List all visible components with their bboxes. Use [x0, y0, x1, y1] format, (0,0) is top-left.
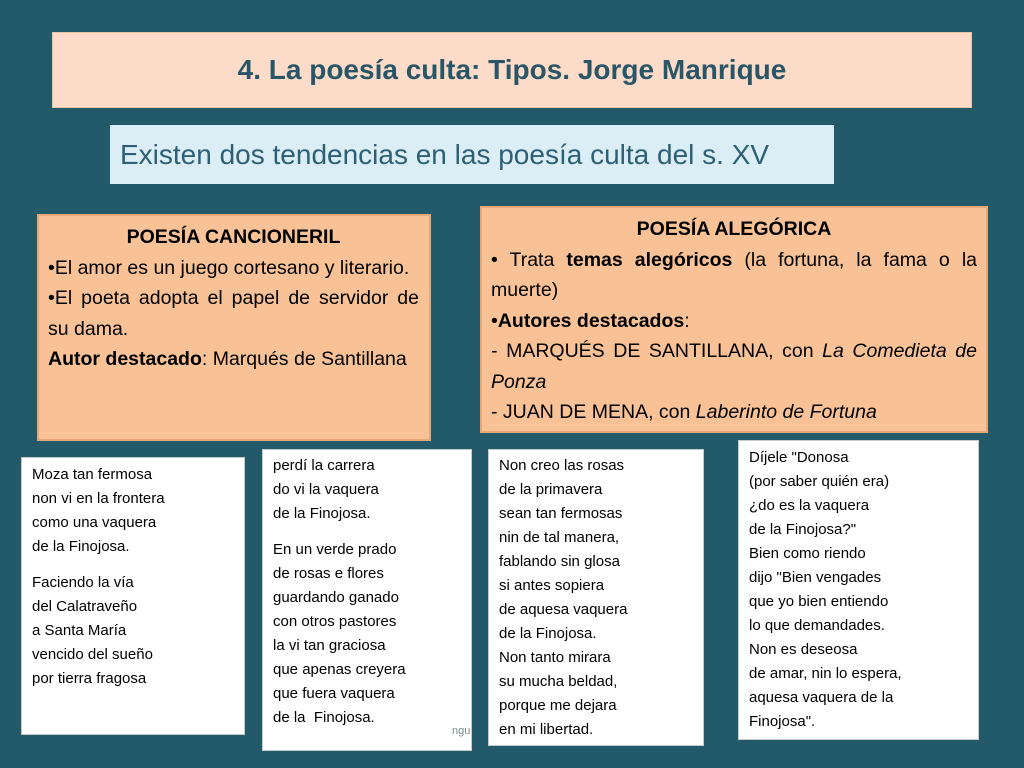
- poem-line: de la Finojosa.: [273, 505, 371, 522]
- poem-line: por tierra fragosa: [32, 670, 147, 687]
- poem-line: Díjele "Donosa: [749, 449, 849, 466]
- poem-line: non vi en la frontera: [32, 490, 165, 507]
- alegorica-line4-title: Laberinto de Fortuna: [695, 401, 877, 423]
- poem-line: ¿do es la vaquera: [749, 497, 870, 514]
- poem-box-1: [21, 457, 245, 735]
- poem-line: que apenas creyera: [273, 661, 406, 678]
- alegorica-b2-bold: Autores destacados: [497, 309, 685, 332]
- poem-line: En un verde prado: [273, 541, 397, 558]
- alegorica-heading: POESÍA ALEGÓRICA: [636, 218, 832, 240]
- poem-line: dijo "Bien vengades: [749, 569, 882, 586]
- alegorica-bullet-2: [491, 306, 977, 337]
- poem-line: (por saber quién era): [749, 473, 890, 490]
- poem-line: guardando ganado: [273, 589, 399, 606]
- poem-line: con otros pastores: [273, 613, 397, 630]
- page-title: 4. La poesía culta: Tipos. Jorge Manrique: [237, 54, 787, 85]
- poem-line: de la Finojosa.: [499, 625, 597, 642]
- poem-line: Bien como riendo: [749, 545, 866, 562]
- poem-line: Finojosa".: [749, 713, 816, 730]
- poem-line: [32, 559, 234, 571]
- alegorica-b1-post: (la fortuna, la fama o la muerte): [491, 248, 978, 301]
- alegorica-b2-post: :: [684, 309, 690, 332]
- poem-line: del Calatraveño: [32, 598, 138, 615]
- poem-line: que yo bien entiendo: [749, 593, 889, 610]
- alegorica-line3-pre: - MARQUÉS DE SANTILLANA, con: [491, 340, 823, 362]
- poem-line: de la Finojosa.: [273, 709, 375, 726]
- alegorica-b1-bold: temas alegóricos: [566, 248, 733, 271]
- alegorica-b1-pre: • Trata: [491, 248, 567, 271]
- poem-line: en mi libertad.: [499, 721, 594, 738]
- alegorica-bullet-1: [491, 245, 977, 306]
- poem-line: Non tanto mirara: [499, 649, 611, 666]
- poem-line: de la Finojosa?": [749, 521, 857, 538]
- poem-line: como una vaquera: [32, 514, 157, 531]
- poem-line: Faciendo la vía: [32, 574, 134, 591]
- poem-line: fablando sin glosa: [499, 553, 620, 570]
- autor-value: : Marqués de Santillana: [201, 348, 407, 370]
- poem-line: [273, 526, 461, 538]
- poem-line: a Santa María: [32, 622, 127, 639]
- poem-line: perdí la carrera: [273, 457, 375, 474]
- poem-line: la vi tan graciosa: [273, 637, 386, 654]
- poem-box-3: [488, 449, 704, 746]
- intro-box: [110, 125, 834, 184]
- poem-box-2: [262, 449, 472, 751]
- cancioneril-bullet-1: •El amor es un juego cortesano y literario.: [48, 256, 410, 279]
- cancioneril-bullet-2: •El poeta adopta el papel de servidor de su dama.: [48, 287, 419, 340]
- poem-line: Non creo las rosas: [499, 457, 625, 474]
- poem-line: de amar, nin lo espera,: [749, 665, 902, 682]
- alegorica-line4-pre: - JUAN DE MENA, con: [491, 401, 696, 423]
- poem-line: nin de tal manera,: [499, 529, 620, 546]
- alegorica-b2-bullet: •: [491, 309, 498, 332]
- footer-watermark: ngu: [452, 725, 471, 737]
- poem-line: su mucha beldad,: [499, 673, 618, 690]
- alegorica-line-4: [491, 397, 977, 428]
- poem-line: vencido del sueño: [32, 646, 153, 663]
- poem-line: que fuera vaquera: [273, 685, 395, 702]
- poem-line: do vi la vaquera: [273, 481, 379, 498]
- poem-line: de rosas e flores: [273, 565, 384, 582]
- poem-line: Non es deseosa: [749, 641, 858, 658]
- title-box: [52, 32, 972, 108]
- cancioneril-autor: [48, 344, 419, 375]
- poem-line: lo que demandades.: [749, 617, 885, 634]
- cancioneril-box: [37, 214, 431, 441]
- alegorica-line3-title: La Comedieta de Ponza: [491, 340, 977, 393]
- poem-line: porque me dejara: [499, 697, 617, 714]
- autor-label: Autor destacado: [48, 348, 202, 370]
- alegorica-line-3: [491, 336, 977, 397]
- poem-line: aquesa vaquera de la: [749, 689, 894, 706]
- poem-line: de la Finojosa.: [32, 538, 130, 555]
- cancioneril-heading: POESÍA CANCIONERIL: [126, 226, 341, 248]
- poem-line: Moza tan fermosa: [32, 466, 153, 483]
- poem-line: de la primavera: [499, 481, 603, 498]
- intro-text: Existen dos tendencias en las poesía culta del s. XV: [120, 138, 770, 170]
- poem-line: sean tan fermosas: [499, 505, 623, 522]
- poem-line: de aquesa vaquera: [499, 601, 628, 618]
- alegorica-box: [480, 206, 988, 433]
- poem-line: si antes sopiera: [499, 577, 605, 594]
- poem-box-4: [738, 440, 979, 740]
